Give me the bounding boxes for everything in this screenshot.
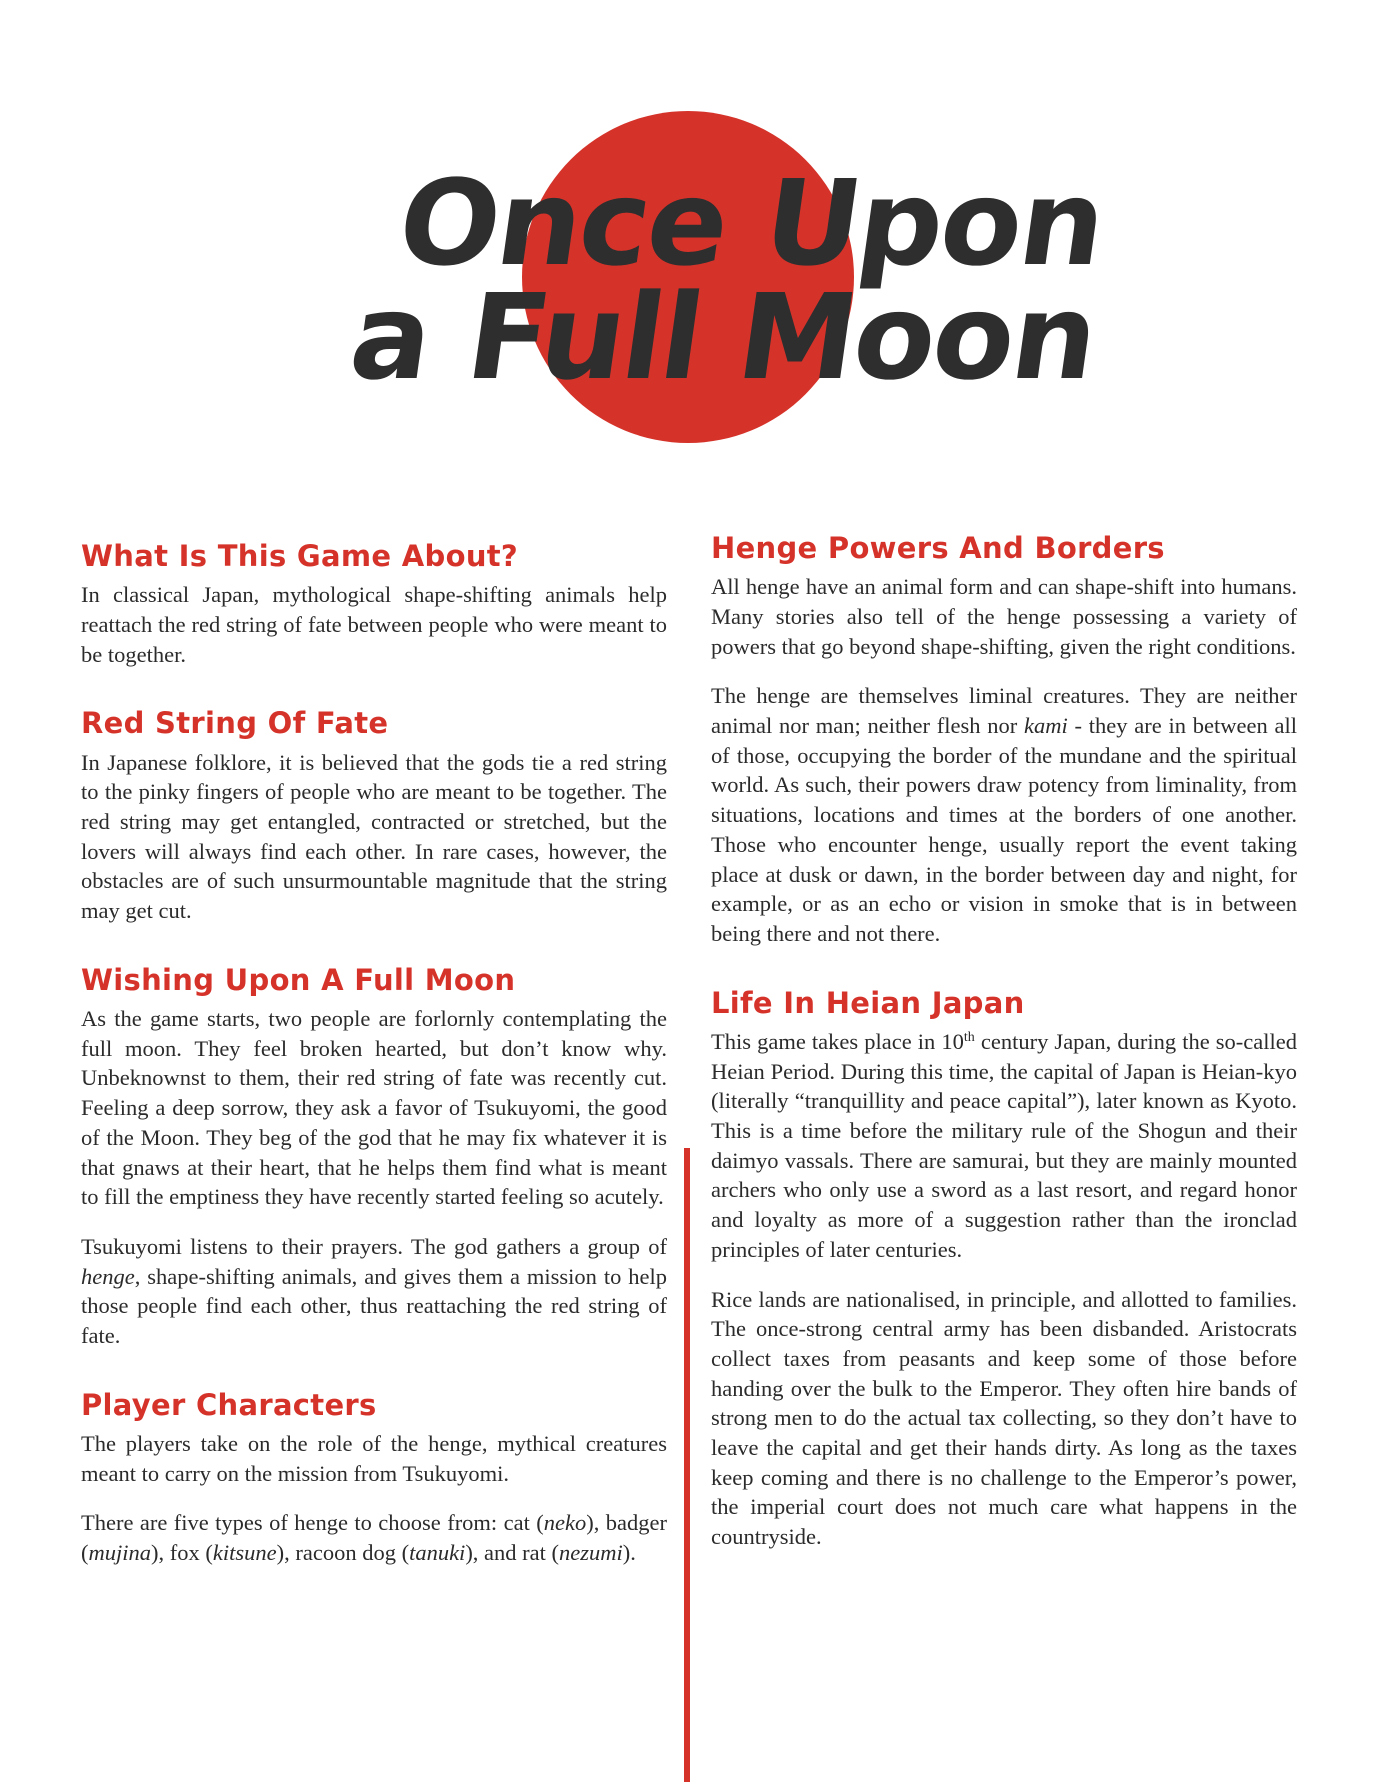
italic-term: nezumi	[559, 1540, 623, 1566]
italic-term: kitsune	[212, 1540, 277, 1566]
text-run: ), racoon dog (	[276, 1540, 410, 1566]
title-line-2: a Full Moon	[342, 268, 1105, 406]
text-run: ), and rat (	[465, 1540, 560, 1566]
paragraph: All henge have an animal form and can shape-shift into humans. Many stories also tell of the henge possessing a variety of powers that go beyond shape-shifting, given the right conditions.	[711, 574, 1297, 659]
text-run: , shape-shifting animals, and gives them a mission to help those people find each other, thus reattaching the red string of fate.	[81, 1263, 667, 1349]
section-heading: Henge Powers And Borders	[711, 531, 1165, 565]
section-heading: Wishing Upon A Full Moon	[81, 962, 516, 997]
text-run: ), fox (	[151, 1540, 213, 1566]
left-column	[81, 538, 667, 1568]
text-run: There are five types of henge to choose from: cat (	[81, 1510, 544, 1536]
section-red-string	[81, 705, 667, 925]
paragraph	[711, 1027, 1297, 1265]
italic-term: henge	[81, 1263, 135, 1289]
text-run: - they are in between all of those, occupying the border of the mundane and the spiritual world. As such, their powers draw potency from liminality, from situations, locations and times at the borders of one another. Those who encounter henge, usually report the event taking place at dusk or dawn, in the border between day and night, for example, or as an echo or vision in smoke that is in between being there and not there.	[711, 713, 1297, 946]
italic-term: neko	[543, 1510, 587, 1536]
text-run: The henge are themselves liminal creatures. They are neither animal nor man; neither flesh nor	[711, 683, 1297, 739]
section-game-about	[81, 538, 667, 669]
section-henge-powers	[711, 530, 1297, 949]
paragraph: Rice lands are nationalised, in principle, and allotted to families. The once-strong central army has been disbanded. Aristocrats collect taxes from peasants and keep some of those before handing over the bulk to the Emperor. They often hire bands of strong men to do the actual tax collecting, so they don’t have to leave the capital and get their hands dirty. As long as the taxes keep coming and there is no challenge to the Emperor’s power, the imperial court does not much care what happens in the countryside.	[711, 1286, 1297, 1550]
italic-term: tanuki	[409, 1540, 466, 1566]
text-run: ), badger (	[81, 1510, 667, 1566]
title-area	[0, 0, 1377, 470]
section-wishing-moon	[81, 962, 667, 1351]
section-player-characters	[81, 1387, 667, 1568]
text-run: Tsukuyomi listens to their prayers. The god gathers a group of	[81, 1234, 667, 1259]
superscript: th	[963, 1029, 975, 1045]
paragraph	[81, 1232, 667, 1351]
text-run: This game takes place in 10	[711, 1028, 964, 1054]
title-line-1: Once Upon	[390, 154, 1113, 292]
text-run: ).	[622, 1540, 636, 1566]
paragraph: As the game starts, two people are forlornly contemplating the full moon. They feel broken hearted, but don’t know why. Unbeknownst to them, their red string of fate was recently cut. Feeling a deep sorrow, they ask a favor of Tsukuyomi, the good of the Moon. They beg of the god that he may fix whatever it is that gnaws at their heart, that he helps them find what is meant to fill the emptiness they have recently started feeling so acutely.	[81, 1006, 667, 1210]
section-heading: Life In Heian Japan	[711, 985, 1025, 1020]
paragraph	[711, 681, 1297, 948]
paragraph	[81, 1508, 667, 1567]
paragraph: In classical Japan, mythological shape-shifting animals help reattach the red string of fate between people who were meant to be together.	[81, 582, 667, 667]
column-divider	[684, 1148, 690, 1782]
section-heian-japan	[711, 985, 1297, 1552]
paragraph: The players take on the role of the henge, mythical creatures meant to carry on the mission from Tsukuyomi.	[81, 1431, 667, 1486]
section-heading: Red String Of Fate	[81, 706, 389, 741]
section-heading: What Is This Game About?	[81, 539, 519, 573]
paragraph: In Japanese folklore, it is believed that the gods tie a red string to the pinky fingers of people who are meant to be together. The red string may get entangled, contracted or stretched, but the lovers will always find each other. In rare cases, however, the obstacles are of such unsurmountable magnitude that the string may get cut.	[81, 749, 667, 924]
italic-term: kami	[1024, 713, 1068, 739]
right-column	[711, 530, 1297, 1552]
italic-term: mujina	[88, 1540, 152, 1566]
text-run: century Japan, during the so-called Heian Period. During this time, the capital of Japan is Heian-kyo (literally “tranquillity and peace capital”), later known as Kyoto. This is a time before the military rule of the Shogun and their daimyo vassals. There are samurai, but they are mainly mounted archers who only use a sword as a last resort, and regard honor and loyalty as more of a suggestion rather than the ironclad principles of later centuries.	[711, 1028, 1298, 1262]
section-heading: Player Characters	[81, 1387, 377, 1422]
